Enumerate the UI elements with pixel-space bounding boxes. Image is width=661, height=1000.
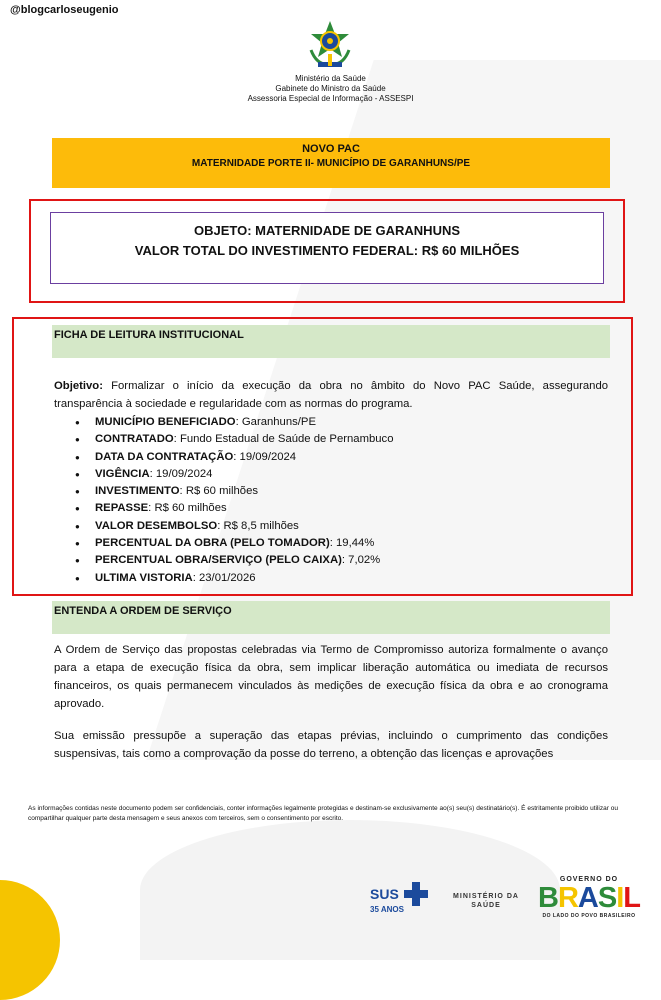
list-item: ● REPASSE: R$ 60 milhões (75, 500, 393, 517)
sus-anos: 35 ANOS (370, 905, 404, 914)
list-item: ● INVESTIMENTO: R$ 60 milhões (75, 483, 393, 500)
highlight-frame-objeto (29, 199, 625, 303)
ordem-paragraph-1: A Ordem de Serviço das propostas celebradas via Termo de Compromisso autoriza formalmente o avanço para a etapa de execução física da obra, sem implicar liberação automática ou imediata de recursos financeiros, os quais permanecem vinculados às medições de execução física da obra e ao cronograma aprovado. (54, 644, 608, 710)
sus-logo (370, 880, 432, 922)
list-item: ● VIGÊNCIA: 19/09/2024 (75, 466, 393, 483)
list-item: ● MUNICÍPIO BENEFICIADO: Garanhuns/PE (75, 414, 393, 431)
ministry-header (0, 74, 661, 104)
list-item: ● PERCENTUAL OBRA/SERVIÇO (PELO CAIXA): 7,02% (75, 552, 393, 569)
ministerio-line-1: MINISTÉRIO DA (453, 893, 519, 900)
objeto-line-1: OBJETO: MATERNIDADE DE GARANHUNS (193, 223, 461, 238)
watermark: @blogcarloseugenio (10, 4, 119, 16)
background-shape-bottom (140, 820, 560, 960)
coat-of-arms-icon (305, 20, 355, 72)
ministerio-logo (446, 892, 526, 910)
list-item: ● ULTIMA VISTORIA: 23/01/2026 (75, 570, 393, 587)
list-item: ● DATA DA CONTRATAÇÃO: 19/09/2024 (75, 449, 393, 466)
corner-decoration (0, 880, 60, 1000)
gov-main-text: BRASIL (538, 882, 640, 914)
pac-title-box (52, 138, 610, 188)
ministerio-line-2: SAÚDE (471, 902, 501, 909)
list-item: ● PERCENTUAL DA OBRA (PELO TOMADOR): 19,44% (75, 535, 393, 552)
objetivo-label: Objetivo: (54, 380, 103, 392)
ordem-paragraph-2: Sua emissão pressupõe a superação das etapas prévias, incluindo o cumprimento das condições suspensivas, tais como a comprovação da posse do terreno, a obtenção das licenças e aprovações (54, 730, 608, 760)
pac-title: NOVO PAC (302, 143, 360, 155)
ordem-heading: ENTENDA A ORDEM DE SERVIÇO (52, 601, 610, 634)
objetivo-text: Formalizar o início da execução da obra no âmbito do Novo PAC Saúde, assegurando transparência à sociedade e regularidade com as normas do programa. (54, 380, 609, 410)
header-line-1: Ministério da Saúde (295, 74, 366, 83)
gov-bottom-text: DO LADO DO POVO BRASILEIRO (542, 913, 636, 919)
governo-brasil-logo (534, 876, 644, 932)
header-line-2: Gabinete do Ministro da Saúde (275, 84, 386, 93)
disclaimer: As informações contidas neste documento podem ser confidenciais, conter informações legalmente protegidas e destinam-se exclusivamente ao(s) seu(s) destinatário(s). É estritamente proibido utilizar ou compartilhar qualquer parte desta mensagem e seus anexos com terceiros, sem o consentimento por escrito. (28, 805, 618, 822)
list-item: ● VALOR DESEMBOLSO: R$ 8,5 milhões (75, 518, 393, 535)
pac-subtitle: MATERNIDADE PORTE II- MUNICÍPIO DE GARANHUNS/PE (191, 158, 471, 169)
sus-logo-text: SUS (370, 886, 399, 902)
highlight-frame-ficha (12, 317, 633, 596)
header-line-3: Assessoria Especial de Informação - ASSESPI (247, 94, 414, 103)
plus-icon (404, 882, 428, 906)
ficha-heading: FICHA DE LEITURA INSTITUCIONAL (52, 325, 610, 358)
gov-top-text: GOVERNO DO (559, 876, 619, 883)
list-item: ● CONTRATADO: Fundo Estadual de Saúde de Pernambuco (75, 431, 393, 448)
objeto-line-2: VALOR TOTAL DO INVESTIMENTO FEDERAL: R$ 60 MILHÕES (134, 243, 520, 258)
